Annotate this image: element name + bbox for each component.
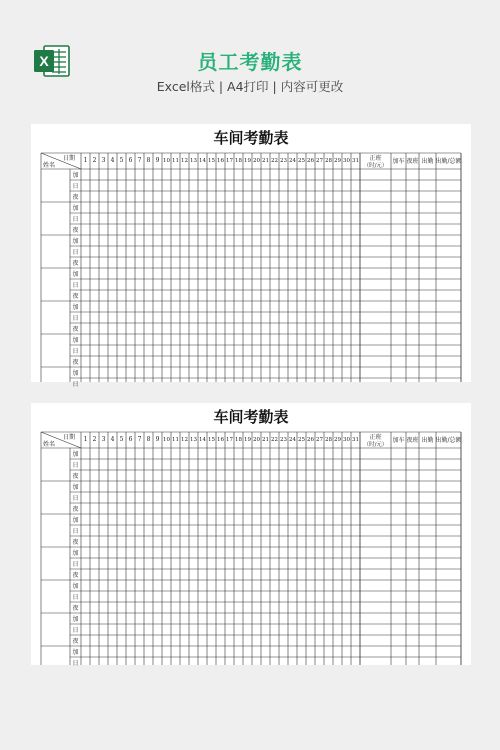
shift-label: 夜 (72, 326, 79, 333)
shift-label: 加 (72, 304, 79, 311)
shift-label: 加 (72, 271, 79, 278)
day-header: 5 (119, 436, 124, 443)
day-header: 11 (172, 158, 179, 164)
page-header (0, 0, 500, 110)
day-header: 5 (119, 157, 124, 164)
shift-label: 日 (72, 627, 79, 634)
day-header: 23 (280, 437, 287, 443)
day-header: 6 (128, 157, 133, 164)
day-header: 13 (190, 158, 197, 164)
day-header: 10 (163, 158, 170, 164)
shift-label: 日 (72, 660, 79, 667)
day-header: 17 (226, 158, 233, 164)
day-header: 12 (181, 437, 188, 443)
day-header: 29 (334, 158, 341, 164)
header-attendance-total: 出勤/总额 (435, 437, 462, 444)
day-header: 20 (253, 158, 260, 164)
shift-label: 日 (72, 315, 79, 322)
shift-label: 加 (72, 616, 79, 623)
grid-lines (41, 432, 461, 665)
grid-lines (41, 153, 461, 382)
day-header: 3 (101, 436, 106, 443)
shift-label: 加 (72, 649, 79, 656)
day-header: 8 (146, 157, 151, 164)
day-header: 28 (325, 437, 332, 443)
shift-label: 日 (72, 183, 79, 190)
day-header: 22 (271, 158, 278, 164)
day-header: 25 (298, 158, 305, 164)
day-header: 1 (83, 436, 88, 443)
shift-label: 日 (72, 381, 79, 388)
day-header: 2 (92, 157, 97, 164)
page-subtitle: Excel格式 | A4打印 | 内容可更改 (156, 79, 344, 94)
shift-label: 加 (72, 484, 79, 491)
day-header: 16 (217, 158, 224, 164)
day-header: 18 (235, 158, 242, 164)
corner-date-label: 日期 (62, 434, 76, 441)
day-header: 12 (181, 158, 188, 164)
day-header: 14 (199, 158, 206, 164)
day-header: 7 (137, 436, 142, 443)
day-header: 27 (316, 158, 323, 164)
shift-label: 加 (72, 583, 79, 590)
header-night-shift: 夜班 (406, 437, 419, 444)
shift-label: 日 (72, 495, 79, 502)
day-header: 21 (262, 158, 269, 164)
shift-label: 日 (72, 594, 79, 601)
header-overtime: 加车 (392, 437, 405, 444)
header-attendance: 出勤 (421, 158, 434, 165)
shift-label: 夜 (72, 473, 79, 480)
corner-name-label: 姓名 (42, 441, 56, 448)
shift-label: 日 (72, 348, 79, 355)
day-header: 8 (146, 436, 151, 443)
day-header: 13 (190, 437, 197, 443)
day-header: 15 (208, 437, 215, 443)
day-header: 19 (244, 158, 251, 164)
day-header: 4 (110, 436, 115, 443)
shift-label: 夜 (72, 539, 79, 546)
day-header: 16 (217, 437, 224, 443)
day-header: 28 (325, 158, 332, 164)
day-header: 18 (235, 437, 242, 443)
header-night-shift: 夜班 (406, 158, 419, 165)
day-header: 31 (352, 158, 359, 164)
header-attendance: 出勤 (421, 437, 434, 444)
sheet-title: 车间考勤表 (213, 408, 289, 426)
day-header: 9 (155, 436, 160, 443)
sheet-title: 车间考勤表 (213, 129, 289, 147)
day-header: 14 (199, 437, 206, 443)
shift-label: 加 (72, 370, 79, 377)
shift-label: 加 (72, 517, 79, 524)
shift-label: 加 (72, 550, 79, 557)
attendance-sheet-2 (31, 403, 471, 665)
day-header: 19 (244, 437, 251, 443)
day-header: 27 (316, 437, 323, 443)
shift-label: 日 (72, 561, 79, 568)
attendance-grid (31, 403, 471, 665)
corner-date-label: 日期 (62, 155, 76, 162)
shift-label: 夜 (72, 572, 79, 579)
shift-label: 夜 (72, 293, 79, 300)
day-header: 11 (172, 437, 179, 443)
shift-label: 加 (72, 451, 79, 458)
shift-label: 加 (72, 172, 79, 179)
day-header: 6 (128, 436, 133, 443)
day-header: 9 (155, 157, 160, 164)
day-header: 7 (137, 157, 142, 164)
day-header: 30 (343, 437, 350, 443)
day-header: 31 (352, 437, 359, 443)
shift-label: 日 (72, 216, 79, 223)
day-header: 22 (271, 437, 278, 443)
shift-label: 夜 (72, 605, 79, 612)
day-header: 25 (298, 437, 305, 443)
shift-label: 日 (72, 528, 79, 535)
shift-label: 日 (72, 462, 79, 469)
header-regular-shift: 正班 (369, 155, 382, 162)
attendance-sheet-1 (31, 124, 471, 388)
day-header: 20 (253, 437, 260, 443)
shift-label: 加 (72, 205, 79, 212)
day-header: 21 (262, 437, 269, 443)
header-attendance-total: 出勤/总额 (435, 158, 462, 165)
shift-label: 加 (72, 337, 79, 344)
day-header: 1 (83, 157, 88, 164)
page-title: 员工考勤表 (197, 50, 303, 74)
day-header: 29 (334, 437, 341, 443)
day-header: 24 (289, 437, 296, 443)
shift-label: 夜 (72, 638, 79, 645)
shift-label: 日 (72, 249, 79, 256)
day-header: 30 (343, 158, 350, 164)
day-header: 26 (307, 158, 314, 164)
day-header: 4 (110, 157, 115, 164)
shift-label: 夜 (72, 506, 79, 513)
shift-label: 加 (72, 238, 79, 245)
day-header: 26 (307, 437, 314, 443)
header-rate: （时/元） (363, 442, 388, 448)
day-header: 23 (280, 158, 287, 164)
day-header: 2 (92, 436, 97, 443)
excel-icon-letter: X (39, 53, 49, 69)
day-header: 10 (163, 437, 170, 443)
corner-name-label: 姓名 (42, 162, 56, 169)
shift-label: 夜 (72, 194, 79, 201)
header-regular-shift: 正班 (369, 434, 382, 441)
day-header: 24 (289, 158, 296, 164)
shift-label: 夜 (72, 359, 79, 366)
header-rate: （时/元） (363, 163, 388, 169)
day-header: 15 (208, 158, 215, 164)
shift-label: 夜 (72, 227, 79, 234)
shift-label: 夜 (72, 260, 79, 267)
attendance-grid (31, 124, 471, 388)
day-header: 3 (101, 157, 106, 164)
shift-label: 日 (72, 282, 79, 289)
day-header: 17 (226, 437, 233, 443)
header-overtime: 加车 (392, 158, 405, 165)
